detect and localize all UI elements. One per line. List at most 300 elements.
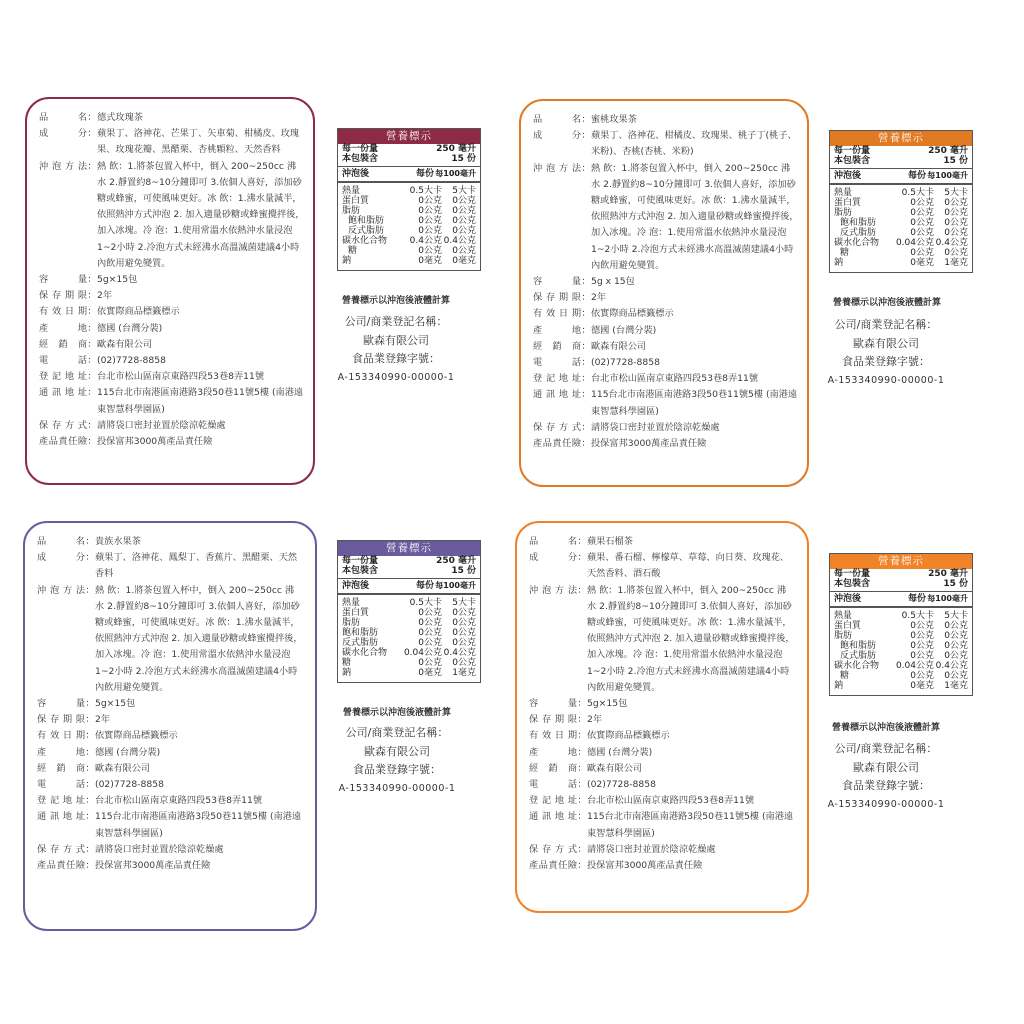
info-value-mail-address: 115台北市南港區南港路3段50巷11號5樓 (南港遠東智慧科學園區)	[591, 389, 798, 417]
info-label-ingredients: 成 分	[533, 130, 581, 142]
nutrient-per-100ml: 0公克	[944, 208, 968, 218]
nutrient-per-100ml: 0公克	[452, 638, 476, 648]
product-info-panel	[23, 521, 317, 931]
info-label-brew: 沖 泡 方 法	[39, 160, 87, 172]
info-value-storage: 請將袋口密封並置於陰涼乾燥處	[587, 843, 716, 855]
info-value-expiry: 依實際商品標籤標示	[591, 308, 674, 320]
nutrition-rows	[338, 595, 480, 682]
servings-per-pack-value: 15 份	[943, 578, 968, 589]
info-value-reg-address: 台北市松山區南京東路四段53巷8弄11號	[587, 795, 755, 807]
food-registration-number: A-153340990-00000-1	[337, 371, 455, 383]
info-value-distributor: 歐森有限公司	[97, 338, 153, 350]
info-label-expiry: 有 效 日 期	[529, 730, 577, 742]
nutrient-per-serving: 0.04公克	[895, 238, 934, 248]
info-colon: ：	[577, 730, 587, 742]
nutrient-per-serving: 0公克	[418, 628, 442, 638]
info-colon: ：	[581, 340, 591, 352]
info-label-expiry: 有 效 日 期	[39, 306, 87, 318]
nutrient-per-serving: 0.5大卡	[409, 186, 442, 196]
info-colon: ：	[87, 128, 97, 140]
nutrient-name: 脂肪	[834, 631, 853, 641]
product-info-list	[37, 534, 303, 874]
nutrition-title: 營養標示	[830, 131, 972, 146]
info-colon: ：	[577, 779, 587, 791]
nutrient-name: 鈉	[342, 668, 352, 678]
nutrient-name: 熱量	[834, 188, 853, 198]
nutrition-row	[834, 671, 968, 681]
nutrition-column-header	[830, 592, 972, 608]
nutrient-name: 飽和脂肪	[840, 218, 877, 228]
info-colon: ：	[85, 779, 95, 791]
nutrient-per-100ml: 0公克	[452, 618, 476, 628]
info-colon: ：	[85, 811, 95, 823]
nutrition-facts-table	[337, 540, 481, 683]
info-row-expiry	[529, 728, 795, 744]
nutrient-name: 蛋白質	[342, 196, 370, 206]
info-label-phone: 電 話	[529, 779, 577, 791]
nutrition-title: 營養標示	[830, 554, 972, 569]
col-after-brewing: 沖泡後	[834, 171, 862, 181]
info-value-storage: 請將袋口密封並置於陰涼乾燥處	[95, 843, 224, 855]
nutrient-per-100ml: 5大卡	[944, 611, 968, 621]
info-colon: ：	[581, 421, 591, 433]
nutrition-row	[834, 228, 968, 238]
info-label-volume: 容 量	[529, 698, 577, 710]
nutrition-note: 營養標示以沖泡後液體計算	[342, 708, 451, 718]
info-label-storage: 保 存 方 式	[39, 419, 87, 431]
info-value-volume: 5g×15包	[95, 698, 136, 710]
nutrition-row	[834, 641, 968, 651]
info-row-mail-address	[37, 809, 303, 841]
info-label-origin: 產 地	[39, 322, 87, 334]
info-value-name: 蘋果石榴茶	[587, 536, 633, 547]
info-row-insurance	[37, 858, 303, 874]
nutrient-per-100ml: 0公克	[452, 628, 476, 638]
nutrition-row	[834, 681, 968, 691]
info-row-expiry	[533, 306, 799, 322]
info-label-shelf-life: 保 存 期 限	[37, 714, 85, 726]
info-label-ingredients: 成 分	[39, 128, 87, 140]
nutrient-name: 熱量	[342, 598, 361, 608]
nutrient-per-serving: 0公克	[418, 216, 442, 226]
nutrient-per-serving: 0毫克	[418, 668, 442, 678]
info-colon: ：	[577, 746, 587, 758]
info-row-brew	[529, 583, 795, 696]
nutrition-row	[342, 608, 476, 618]
info-value-brew: 熱 飲：1.將茶包置入杯中，倒入 200~250cc 沸水 2.靜置約8~10分鐘即可 3.依個人喜好，添加砂糖或蜂蜜，可使風味更好。冰 飲：1.沸水量減半，依照熱沖方式沖泡 2. 加入適量砂糖或蜂蜜攪拌後，加入冰塊。冷 泡：1.使用常溫水依熱沖水量浸泡1~2小時 2.冷泡方式未經沸水高溫滅菌建議4小時內飲用避免變質。	[95, 584, 303, 693]
info-row-ingredients	[529, 550, 795, 582]
nutrient-per-100ml: 0公克	[944, 671, 968, 681]
nutrient-per-serving: 0公克	[910, 631, 934, 641]
nutrition-note: 營養標示以沖泡後液體計算	[831, 723, 940, 733]
info-row-reg-address	[39, 369, 305, 385]
nutrient-per-serving: 0公克	[910, 651, 934, 661]
info-row-shelf-life	[533, 290, 799, 306]
info-colon: ：	[581, 114, 591, 125]
info-label-shelf-life: 保 存 期 限	[529, 714, 577, 726]
nutrition-row	[342, 618, 476, 628]
info-label-mail-address: 通 訊 地 址	[533, 389, 581, 401]
food-registration-number: A-153340990-00000-1	[338, 782, 456, 794]
info-value-mail-address: 115台北市南港區南港路3段50巷11號5樓 (南港遠東智慧科學園區)	[587, 811, 794, 839]
info-colon: ：	[581, 357, 591, 369]
info-value-ingredients: 蘋果丁、洛神花、鳳梨丁、香蕉片、黑醋栗、天然香料	[95, 552, 298, 580]
info-colon: ：	[87, 338, 97, 350]
info-value-shelf-life: 2年	[587, 714, 603, 726]
info-row-mail-address	[39, 385, 305, 417]
info-colon: ：	[87, 387, 97, 399]
info-row-insurance	[529, 858, 795, 874]
info-row-volume	[37, 696, 303, 712]
serving-size-value: 250 毫升	[436, 144, 476, 154]
info-value-shelf-life: 2年	[97, 290, 113, 302]
info-row-distributor	[37, 761, 303, 777]
nutrition-row	[342, 638, 476, 648]
info-value-mail-address: 115台北市南港區南港路3段50巷11號5樓 (南港遠東智慧科學園區)	[95, 811, 302, 839]
nutrient-per-serving: 0.5大卡	[901, 611, 934, 621]
info-colon: ：	[581, 162, 591, 174]
nutrient-name: 反式脂肪	[840, 228, 877, 238]
info-label-phone: 電 話	[37, 779, 85, 791]
nutrition-row	[342, 598, 476, 608]
info-row-distributor	[39, 337, 305, 353]
info-label-shelf-life: 保 存 期 限	[39, 290, 87, 302]
nutrition-row	[834, 651, 968, 661]
col-after-brewing: 沖泡後	[342, 581, 370, 591]
info-value-insurance: 投保富邦3000萬產品責任險	[97, 436, 213, 448]
info-value-name: 蜜桃玫果茶	[591, 114, 637, 125]
nutrient-per-100ml: 5大卡	[452, 186, 476, 196]
nutrient-per-100ml: 0公克	[944, 631, 968, 641]
info-value-phone: (02)7728-8858	[97, 355, 166, 367]
info-colon: ：	[85, 860, 95, 872]
nutrition-row	[342, 658, 476, 668]
info-value-expiry: 依實際商品標籤標示	[587, 730, 670, 742]
nutrient-per-100ml: 0公克	[944, 198, 968, 208]
nutrient-name: 碳水化合物	[834, 238, 880, 248]
servings-per-pack-value: 15 份	[943, 155, 968, 166]
col-per-100ml: 每100毫升	[435, 169, 476, 178]
info-row-name	[529, 534, 795, 550]
info-value-phone: (02)7728-8858	[591, 357, 660, 369]
nutrient-per-100ml: 0公克	[944, 641, 968, 651]
nutrient-per-serving: 0.04公克	[403, 648, 442, 658]
nutrition-row	[834, 661, 968, 671]
nutrient-per-serving: 0公克	[910, 641, 934, 651]
nutrient-per-100ml: 1毫克	[944, 681, 968, 691]
company-name: 歐森有限公司	[853, 336, 919, 350]
info-row-expiry	[39, 304, 305, 320]
company-name: 歐森有限公司	[853, 760, 919, 774]
info-label-reg-address: 登 記 地 址	[533, 373, 581, 385]
info-label-name: 品 名	[529, 536, 577, 547]
info-value-shelf-life: 2年	[591, 292, 607, 304]
nutrient-name: 飽和脂肪	[348, 216, 385, 226]
nutrient-name: 碳水化合物	[342, 236, 388, 246]
nutrient-per-serving: 0公克	[418, 196, 442, 206]
col-per-100ml: 每100毫升	[927, 594, 968, 603]
servings-per-pack-value: 15 份	[451, 153, 476, 164]
nutrient-per-serving: 0公克	[418, 246, 442, 256]
nutrition-row	[834, 208, 968, 218]
info-row-phone	[529, 777, 795, 793]
info-value-expiry: 依實際商品標籤標示	[97, 306, 180, 318]
info-label-expiry: 有 效 日 期	[37, 730, 85, 742]
info-label-mail-address: 通 訊 地 址	[37, 811, 85, 823]
info-colon: ：	[577, 536, 587, 547]
nutrient-per-serving: 0毫克	[910, 258, 934, 268]
nutrient-per-100ml: 0公克	[452, 608, 476, 618]
info-label-name: 品 名	[39, 112, 87, 123]
nutrition-serving	[338, 556, 480, 579]
info-row-reg-address	[37, 793, 303, 809]
food-registration-number: A-153340990-00000-1	[827, 798, 945, 810]
info-row-name	[37, 534, 303, 550]
info-value-origin: 德國 (台灣分裝)	[591, 324, 657, 336]
registration-info	[796, 740, 976, 814]
servings-per-pack-label: 本包裝含	[342, 565, 379, 576]
info-row-shelf-life	[37, 712, 303, 728]
info-row-origin	[529, 745, 795, 761]
nutrient-per-serving: 0毫克	[418, 256, 442, 266]
nutrient-per-100ml: 0毫克	[452, 256, 476, 266]
info-colon: ：	[87, 274, 97, 286]
nutrition-row	[342, 196, 476, 206]
info-value-ingredients: 蘋果、番石榴、檸檬草、草莓、向日葵、玫瑰花、天然香料、酒石酸	[587, 552, 790, 580]
product-info-list	[39, 110, 305, 450]
nutrient-name: 蛋白質	[834, 621, 862, 631]
info-colon: ：	[577, 843, 587, 855]
info-row-reg-address	[533, 371, 799, 387]
info-colon: ：	[85, 730, 95, 742]
nutrient-per-100ml: 0.4公克	[935, 661, 968, 671]
nutrition-row	[834, 258, 968, 268]
info-colon: ：	[85, 714, 95, 726]
nutrient-per-serving: 0公克	[418, 608, 442, 618]
info-value-brew: 熱 飲：1.將茶包置入杯中，倒入 200~250cc 沸水 2.靜置約8~10分鐘即可 3.依個人喜好，添加砂糖或蜂蜜，可使風味更好。冰 飲：1.沸水量減半，依照熱沖方式沖泡 2. 加入適量砂糖或蜂蜜攪拌後，加入冰塊。冷 泡：1.使用常溫水依熱沖水量浸泡1~2小時 2.冷泡方式未經沸水高溫滅菌建議4小時內飲用避免變質。	[587, 584, 795, 693]
nutrition-row	[834, 188, 968, 198]
info-value-volume: 5g×15包	[97, 274, 138, 286]
company-label: 公司/商業登記名稱：	[344, 315, 448, 328]
info-colon: ：	[577, 584, 587, 596]
info-value-origin: 德國 (台灣分裝)	[587, 746, 653, 758]
info-colon: ：	[85, 795, 95, 807]
nutrition-column-header	[830, 169, 972, 185]
info-colon: ：	[85, 584, 95, 596]
info-colon: ：	[85, 746, 95, 758]
info-label-volume: 容 量	[39, 274, 87, 286]
info-row-brew	[37, 583, 303, 696]
info-label-insurance: 產 品 責 任 險	[529, 860, 577, 872]
info-colon: ：	[577, 762, 587, 774]
servings-per-pack-value: 15 份	[451, 565, 476, 576]
info-value-origin: 德國 (台灣分裝)	[97, 322, 163, 334]
food-registration-number: A-153340990-00000-1	[827, 374, 945, 386]
nutrition-facts-table	[337, 128, 481, 271]
info-value-reg-address: 台北市松山區南京東路四段53巷8弄11號	[97, 371, 265, 383]
servings-per-pack-label: 本包裝含	[834, 578, 871, 589]
info-row-expiry	[37, 728, 303, 744]
info-row-distributor	[533, 339, 799, 355]
info-label-storage: 保 存 方 式	[37, 843, 85, 855]
nutrient-name: 蛋白質	[342, 608, 370, 618]
info-colon: ：	[581, 389, 591, 401]
info-label-ingredients: 成 分	[529, 552, 577, 564]
col-per-100ml: 每100毫升	[435, 581, 476, 590]
info-row-ingredients	[37, 550, 303, 582]
nutrient-per-serving: 0公克	[910, 621, 934, 631]
info-row-ingredients	[533, 128, 799, 160]
nutrient-per-100ml: 0公克	[944, 218, 968, 228]
info-value-phone: (02)7728-8858	[587, 779, 656, 791]
nutrient-name: 熱量	[342, 186, 361, 196]
serving-size-value: 250 毫升	[928, 146, 968, 156]
info-label-insurance: 產 品 責 任 險	[533, 438, 581, 450]
info-row-volume	[533, 274, 799, 290]
info-colon: ：	[577, 552, 587, 564]
nutrition-row	[342, 246, 476, 256]
info-row-volume	[39, 272, 305, 288]
nutrient-name: 鈉	[834, 258, 844, 268]
nutrition-rows	[830, 185, 972, 272]
nutrition-serving	[830, 569, 972, 592]
info-colon: ：	[85, 552, 95, 564]
info-value-insurance: 投保富邦3000萬產品責任險	[95, 860, 211, 872]
nutrient-per-100ml: 0公克	[452, 216, 476, 226]
info-label-reg-address: 登 記 地 址	[39, 371, 87, 383]
serving-size-value: 250 毫升	[928, 569, 968, 579]
nutrient-per-100ml: 5大卡	[944, 188, 968, 198]
nutrition-column-header	[338, 167, 480, 183]
info-label-distributor: 經 銷 商	[529, 762, 577, 774]
info-colon: ：	[581, 438, 591, 450]
nutrient-per-serving: 0公克	[910, 208, 934, 218]
info-colon: ：	[85, 536, 95, 547]
info-value-shelf-life: 2年	[95, 714, 111, 726]
serving-size-label: 每一份量	[834, 146, 871, 156]
info-label-insurance: 產 品 責 任 險	[39, 436, 87, 448]
nutrition-row	[342, 668, 476, 678]
product-info-list	[529, 534, 795, 874]
info-label-name: 品 名	[37, 536, 85, 547]
info-row-storage	[533, 420, 799, 436]
nutrient-per-100ml: 1毫克	[452, 668, 476, 678]
nutrient-per-serving: 0.4公克	[409, 236, 442, 246]
info-colon: ：	[581, 292, 591, 304]
info-label-brew: 沖 泡 方 法	[37, 584, 85, 596]
nutrition-row	[342, 256, 476, 266]
info-row-reg-address	[529, 793, 795, 809]
nutrient-per-serving: 0公克	[910, 198, 934, 208]
nutrition-facts-table	[829, 553, 973, 696]
info-label-mail-address: 通 訊 地 址	[39, 387, 87, 399]
info-colon: ：	[85, 843, 95, 855]
nutrition-row	[834, 248, 968, 258]
food-registration-label: 食品業登錄字號：	[842, 779, 930, 792]
info-row-phone	[39, 353, 305, 369]
nutrient-per-100ml: 0公克	[944, 621, 968, 631]
registration-info	[796, 316, 976, 390]
product-info-panel	[519, 99, 809, 487]
serving-size-label: 每一份量	[834, 569, 871, 579]
info-row-brew	[39, 159, 305, 272]
info-value-origin: 德國 (台灣分裝)	[95, 746, 161, 758]
company-label: 公司/商業登記名稱：	[834, 742, 938, 755]
nutrition-serving	[338, 144, 480, 167]
info-row-volume	[529, 696, 795, 712]
nutrient-name: 反式脂肪	[348, 226, 385, 236]
nutrition-row	[342, 216, 476, 226]
info-row-name	[533, 112, 799, 128]
nutrient-name: 反式脂肪	[840, 651, 877, 661]
col-per-100ml: 每100毫升	[927, 171, 968, 180]
info-value-distributor: 歐森有限公司	[587, 762, 643, 774]
nutrition-row	[342, 648, 476, 658]
info-label-expiry: 有 效 日 期	[533, 308, 581, 320]
info-label-storage: 保 存 方 式	[529, 843, 577, 855]
info-value-brew: 熱 飲：1.將茶包置入杯中，倒入 200~250cc 沸水 2.靜置約8~10分鐘即可 3.依個人喜好，添加砂糖或蜂蜜，可使風味更好。冰 飲：1.沸水量減半，依照熱沖方式沖泡 2. 加入適量砂糖或蜂蜜攪拌後，加入冰塊。冷 泡：1.使用常溫水依熱沖水量浸泡1~2小時 2.冷泡方式未經沸水高溫滅菌建議4小時內飲用避免變質。	[97, 160, 305, 269]
info-colon: ：	[581, 276, 591, 288]
info-row-origin	[37, 745, 303, 761]
registration-info	[306, 313, 486, 387]
info-value-ingredients: 蘋果丁、洛神花、柑橘皮、玫瑰果、桃子丁(桃子、米粉)、杏桃(杏桃、米粉)	[591, 130, 797, 158]
info-row-brew	[533, 161, 799, 274]
info-colon: ：	[581, 373, 591, 385]
nutrition-title: 營養標示	[338, 129, 480, 144]
info-colon: ：	[87, 371, 97, 383]
nutrient-name: 鈉	[834, 681, 844, 691]
info-row-shelf-life	[529, 712, 795, 728]
info-label-name: 品 名	[533, 114, 581, 125]
nutrition-row	[834, 198, 968, 208]
company-name: 歐森有限公司	[364, 744, 430, 758]
nutrient-per-100ml: 0.4公克	[443, 648, 476, 658]
info-colon: ：	[87, 436, 97, 448]
nutrient-name: 碳水化合物	[834, 661, 880, 671]
info-label-origin: 產 地	[533, 324, 581, 336]
info-colon: ：	[87, 290, 97, 302]
nutrient-name: 脂肪	[342, 206, 361, 216]
info-label-reg-address: 登 記 地 址	[529, 795, 577, 807]
info-row-origin	[533, 323, 799, 339]
info-label-ingredients: 成 分	[37, 552, 85, 564]
food-registration-label: 食品業登錄字號：	[353, 763, 441, 776]
nutrient-per-serving: 0公克	[910, 218, 934, 228]
info-value-storage: 請將袋口密封並置於陰涼乾燥處	[591, 421, 720, 433]
info-colon: ：	[581, 308, 591, 320]
info-row-phone	[533, 355, 799, 371]
nutrition-row	[342, 186, 476, 196]
nutrient-per-100ml: 0.4公克	[935, 238, 968, 248]
nutrient-per-100ml: 0公克	[452, 246, 476, 256]
nutrient-per-serving: 0毫克	[910, 681, 934, 691]
info-value-mail-address: 115台北市南港區南港路3段50巷11號5樓 (南港遠東智慧科學園區)	[97, 387, 304, 415]
serving-size-label: 每一份量	[342, 556, 379, 566]
info-value-distributor: 歐森有限公司	[95, 762, 151, 774]
serving-size-value: 250 毫升	[436, 556, 476, 566]
info-value-name: 德式玫瑰茶	[97, 112, 143, 123]
nutrition-serving	[830, 146, 972, 169]
info-colon: ：	[87, 322, 97, 334]
info-row-mail-address	[529, 809, 795, 841]
info-label-mail-address: 通 訊 地 址	[529, 811, 577, 823]
servings-per-pack-label: 本包裝含	[342, 153, 379, 164]
info-label-distributor: 經 銷 商	[533, 340, 581, 352]
nutrition-rows	[830, 608, 972, 695]
nutrient-per-100ml: 0公克	[452, 196, 476, 206]
nutrition-row	[834, 631, 968, 641]
info-colon: ：	[581, 324, 591, 336]
